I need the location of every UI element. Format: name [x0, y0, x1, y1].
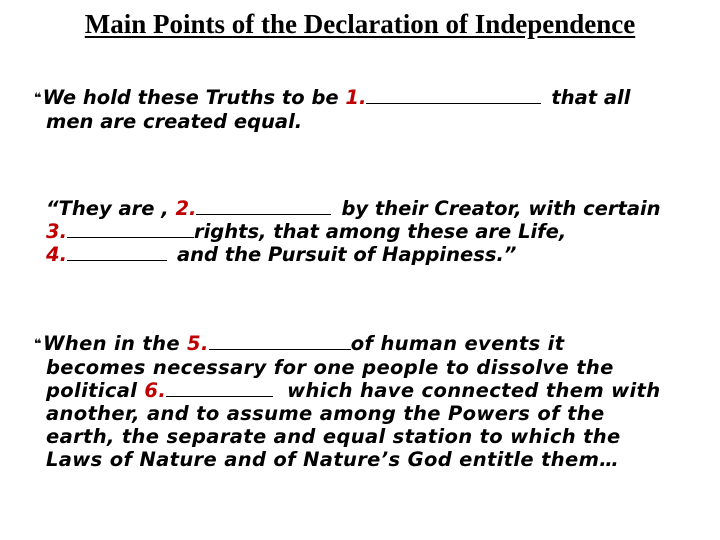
passage-line	[46, 197, 716, 220]
passage-line: another, and to assume among the Powers of the	[46, 402, 605, 425]
passage-text: by their Creator, with certain	[341, 197, 661, 220]
quote-bullet-icon: ❝	[34, 337, 42, 352]
blank-number-3: 3.	[46, 220, 67, 243]
passage-rights	[46, 197, 716, 266]
fill-in-blank-4[interactable]	[67, 243, 167, 261]
passage-line: becomes necessary for one people to dissolve the	[46, 356, 614, 379]
fill-in-blank-2[interactable]	[196, 197, 331, 215]
blank-number-4: 4.	[46, 243, 67, 266]
blank-number-6: 6.	[144, 379, 167, 402]
passage-human-events	[34, 332, 716, 471]
passage-text: rights, that among these are Life,	[193, 220, 567, 243]
passage-line: men are created equal.	[46, 110, 303, 133]
quote-bullet-icon: ❝	[34, 91, 42, 106]
fill-in-blank-3[interactable]	[67, 220, 194, 238]
fill-in-blank-5[interactable]	[209, 332, 351, 350]
passage-text: that all	[551, 86, 631, 109]
passage-text: “They are ,	[46, 197, 176, 220]
passage-line	[46, 243, 716, 266]
blank-number-1: 1.	[345, 86, 367, 109]
passage-truths	[34, 86, 716, 133]
passage-text: When in the	[42, 332, 188, 355]
page-title: Main Points of the Declaration of Independence	[84, 9, 636, 39]
passage-text: political	[46, 379, 145, 402]
fill-in-blank-1[interactable]	[366, 86, 541, 104]
passage-text: We hold these Truths to be	[42, 86, 346, 109]
blank-number-2: 2.	[175, 197, 197, 220]
passage-text: of human events it	[350, 332, 565, 355]
passage-text: and the Pursuit of Happiness.”	[176, 243, 517, 266]
passage-line	[46, 379, 716, 402]
passage-line	[46, 220, 716, 243]
passage-line: Laws of Nature and of Nature’s God entitle them…	[46, 448, 620, 471]
blank-number-5: 5.	[187, 332, 209, 355]
passage-line	[34, 332, 716, 356]
passage-line: earth, the separate and equal station to which the	[46, 425, 621, 448]
passage-line	[34, 86, 716, 110]
passage-text: which have connected them with	[287, 379, 661, 402]
fill-in-blank-6[interactable]	[166, 379, 273, 397]
